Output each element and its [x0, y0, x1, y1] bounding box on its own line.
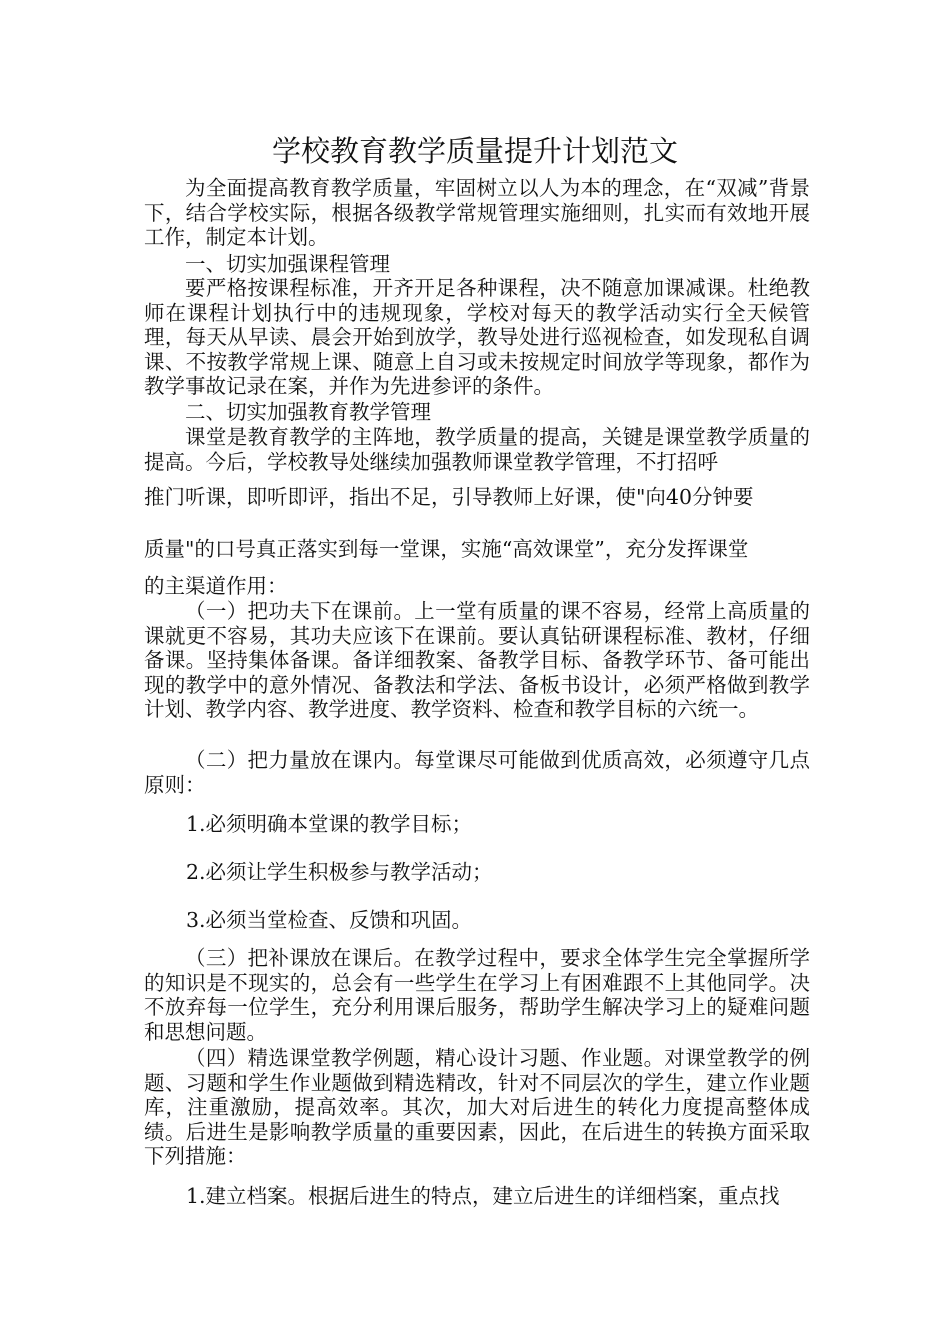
- point-3-paragraph: （三）把补课放在课后。在教学过程中，要求全体学生完全掌握所学的知识是不现实的，总会有一些学生在学习上有困难跟不上其他同学。决不放弃每一位学生，充分利用课后服务，帮助学生解决学习上的疑难问题和思想问题。: [144, 946, 810, 1044]
- point-1-paragraph: （一）把功夫下在课前。上一堂有质量的课不容易，经常上高质量的课就更不容易，其功夫应该下在课前。要认真钻研课程标准、教材，仔细备课。坚持集体备课。备详细教案、备教学目标、备教学环节、备可能出现的教学中的意外情况、备教法和学法、备板书设计，必须严格做到教学计划、教学内容、教学进度、教学资料、检查和教学目标的六统一。: [144, 599, 810, 721]
- section-2-body-part-d: 的主渠道作用：: [144, 574, 288, 598]
- measure-item-1: 1.建立档案。根据后进生的特点，建立后进生的详细档案，重点找: [186, 1184, 780, 1208]
- principle-item-2: 2.必须让学生积极参与教学活动；: [186, 860, 493, 884]
- principle-item-3: 3.必须当堂检查、反馈和巩固。: [186, 908, 473, 932]
- document-title: 学校教育教学质量提升计划范文: [271, 134, 678, 168]
- principle-item-1: 1.必须明确本堂课的教学目标；: [186, 812, 473, 836]
- section-2-body-part-a: 课堂是教育教学的主阵地，教学质量的提高，关键是课堂教学质量的提高。今后，学校教导处继续加强教师课堂教学管理，不打招呼: [144, 425, 810, 474]
- intro-paragraph: 为全面提高教育教学质量，牢固树立以人为本的理念，在“双减”背景下，结合学校实际，根据各级教学常规管理实施细则，扎实而有效地开展工作，制定本计划。: [144, 176, 810, 249]
- section-1-body: 要严格按课程标准，开齐开足各种课程，决不随意加课减课。杜绝教师在课程计划执行中的违规现象，学校对每天的教学活动实行全天候管理，每天从早读、晨会开始到放学，教导处进行巡视检查，如发现私自调课、不按教学常规上课、随意上自习或未按规定时间放学等现象，都作为教学事故记录在案，并作为先进参评的条件。: [144, 276, 810, 398]
- section-2-body-part-c: 质量"的口号真正落实到每一堂课，实施“高效课堂”，充分发挥课堂: [144, 537, 749, 561]
- section-1-heading: 一、切实加强课程管理: [185, 252, 390, 276]
- section-2-heading: 二、切实加强教育教学管理: [185, 400, 431, 424]
- section-2-body-part-b: 推门听课，即听即评，指出不足，引导教师上好课，使"向40分钟要: [144, 485, 754, 509]
- point-2-paragraph: （二）把力量放在课内。每堂课尽可能做到优质高效，必须遵守几点原则：: [144, 748, 810, 797]
- point-4-paragraph: （四）精选课堂教学例题，精心设计习题、作业题。对课堂教学的例题、习题和学生作业题做到精选精改，针对不同层次的学生，建立作业题库，注重激励，提高效率。其次，加大对后进生的转化力度提高整体成绩。后进生是影响教学质量的重要因素，因此，在后进生的转换方面采取下列措施：: [144, 1046, 810, 1168]
